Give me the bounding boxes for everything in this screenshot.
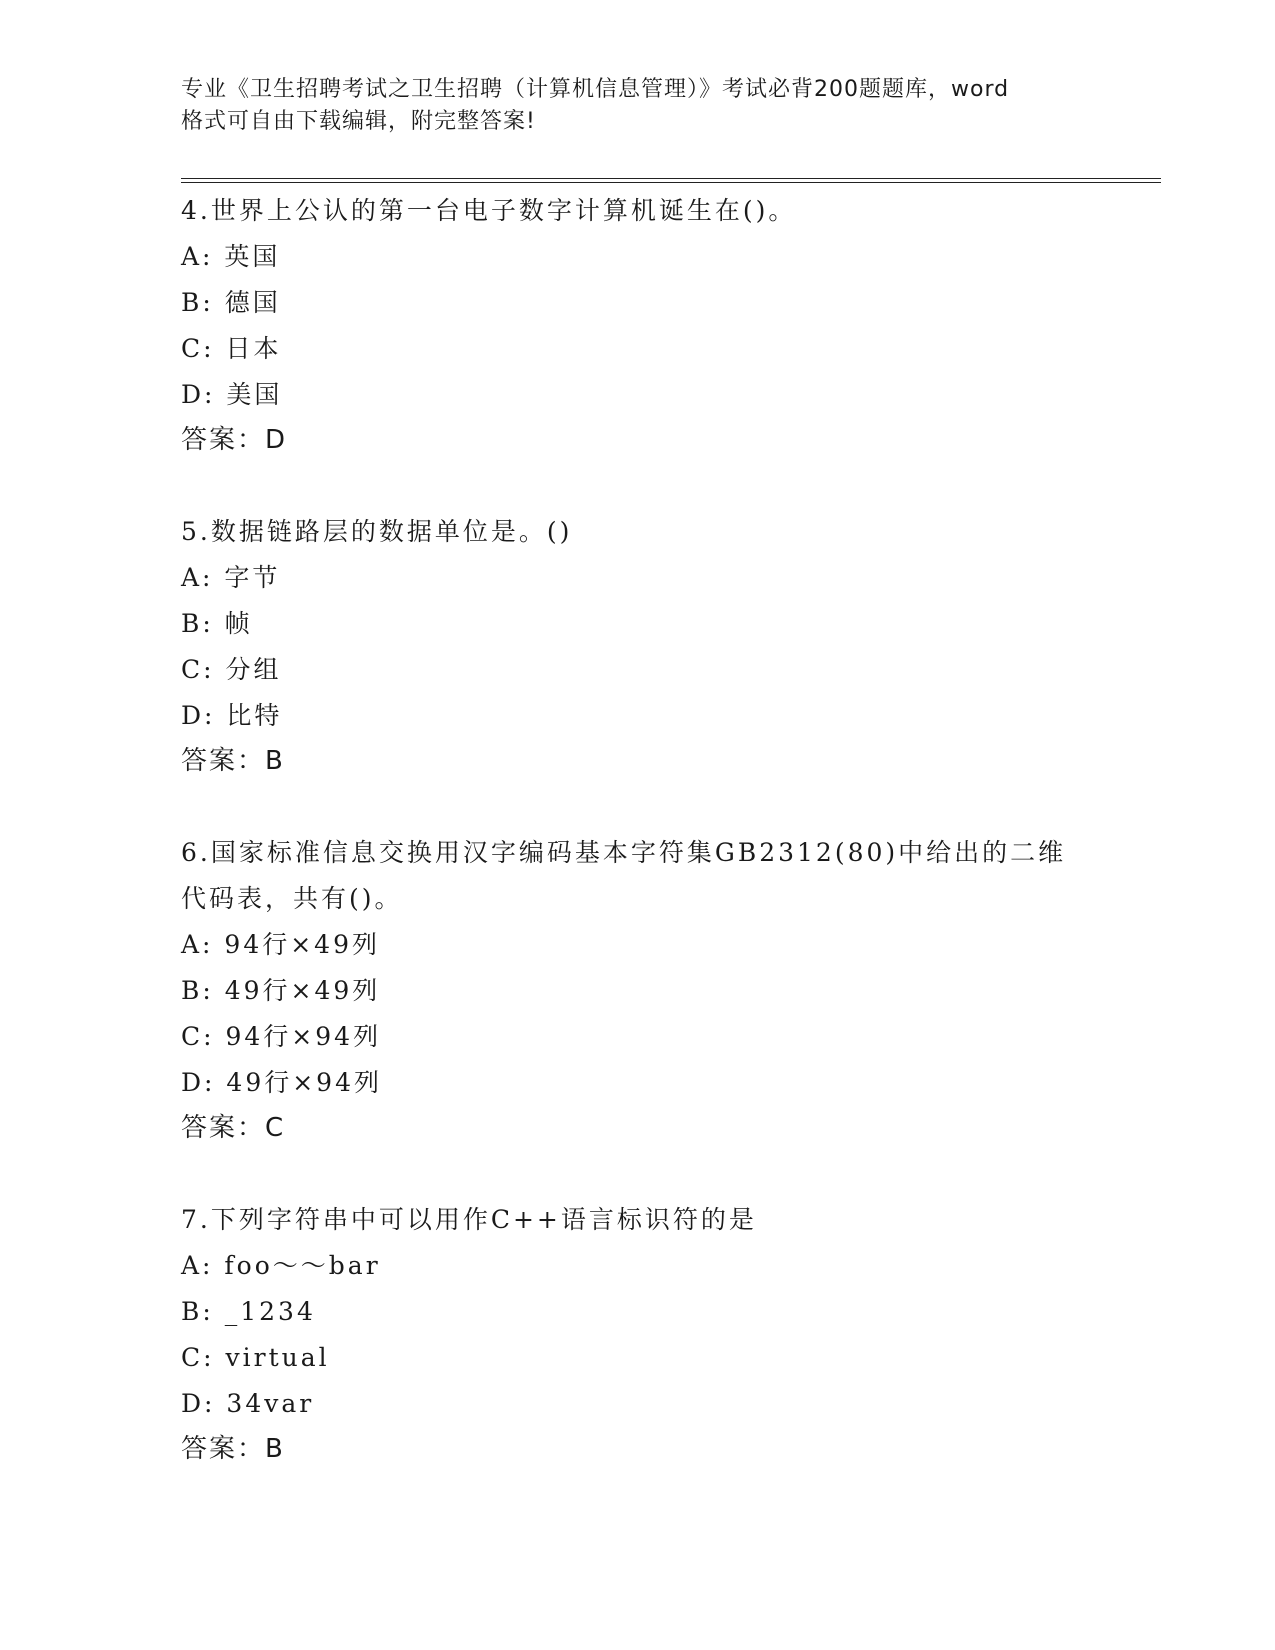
question-5	[181, 509, 1161, 783]
header-line-2: 格式可自由下载编辑，附完整答案!	[181, 109, 536, 134]
option-c: C: 日本	[181, 334, 282, 363]
question-7	[181, 1197, 1161, 1471]
double-divider	[181, 178, 1161, 183]
question-stem: 5.数据链路层的数据单位是。()	[181, 517, 573, 546]
answer-label: 答案：C	[181, 1113, 286, 1143]
question-6	[181, 830, 1161, 1150]
question-list	[181, 188, 1161, 1518]
document-header	[181, 74, 1081, 138]
option-d: D: 49行×94列	[181, 1068, 382, 1097]
option-a: A: 字节	[181, 563, 281, 592]
question-stem-continued: 代码表，共有()。	[181, 884, 403, 913]
option-b: B: 49行×49列	[181, 976, 381, 1005]
question-stem: 7.下列字符串中可以用作C++语言标识符的是	[181, 1205, 757, 1234]
option-d: D: 34var	[181, 1389, 315, 1418]
question-4	[181, 188, 1161, 462]
option-c: C: 分组	[181, 655, 282, 684]
option-a: A: foo～～bar	[181, 1251, 381, 1280]
option-c: C: virtual	[181, 1343, 330, 1372]
answer-label: 答案：B	[181, 1434, 285, 1464]
answer-label: 答案：B	[181, 746, 285, 776]
option-a: A: 94行×49列	[181, 930, 380, 959]
option-c: C: 94行×94列	[181, 1022, 382, 1051]
option-b: B: _1234	[181, 1297, 316, 1326]
header-line-1: 专业《卫生招聘考试之卫生招聘（计算机信息管理）》考试必背200题题库，word	[181, 77, 1010, 102]
question-stem: 6.国家标准信息交换用汉字编码基本字符集GB2312(80)中给出的二维	[181, 838, 1067, 867]
option-d: D: 美国	[181, 380, 283, 409]
option-b: B: 德国	[181, 288, 281, 317]
question-stem: 4.世界上公认的第一台电子数字计算机诞生在()。	[181, 196, 797, 225]
answer-label: 答案：D	[181, 425, 288, 455]
option-b: B: 帧	[181, 609, 253, 638]
option-a: A: 英国	[181, 242, 281, 271]
option-d: D: 比特	[181, 701, 283, 730]
